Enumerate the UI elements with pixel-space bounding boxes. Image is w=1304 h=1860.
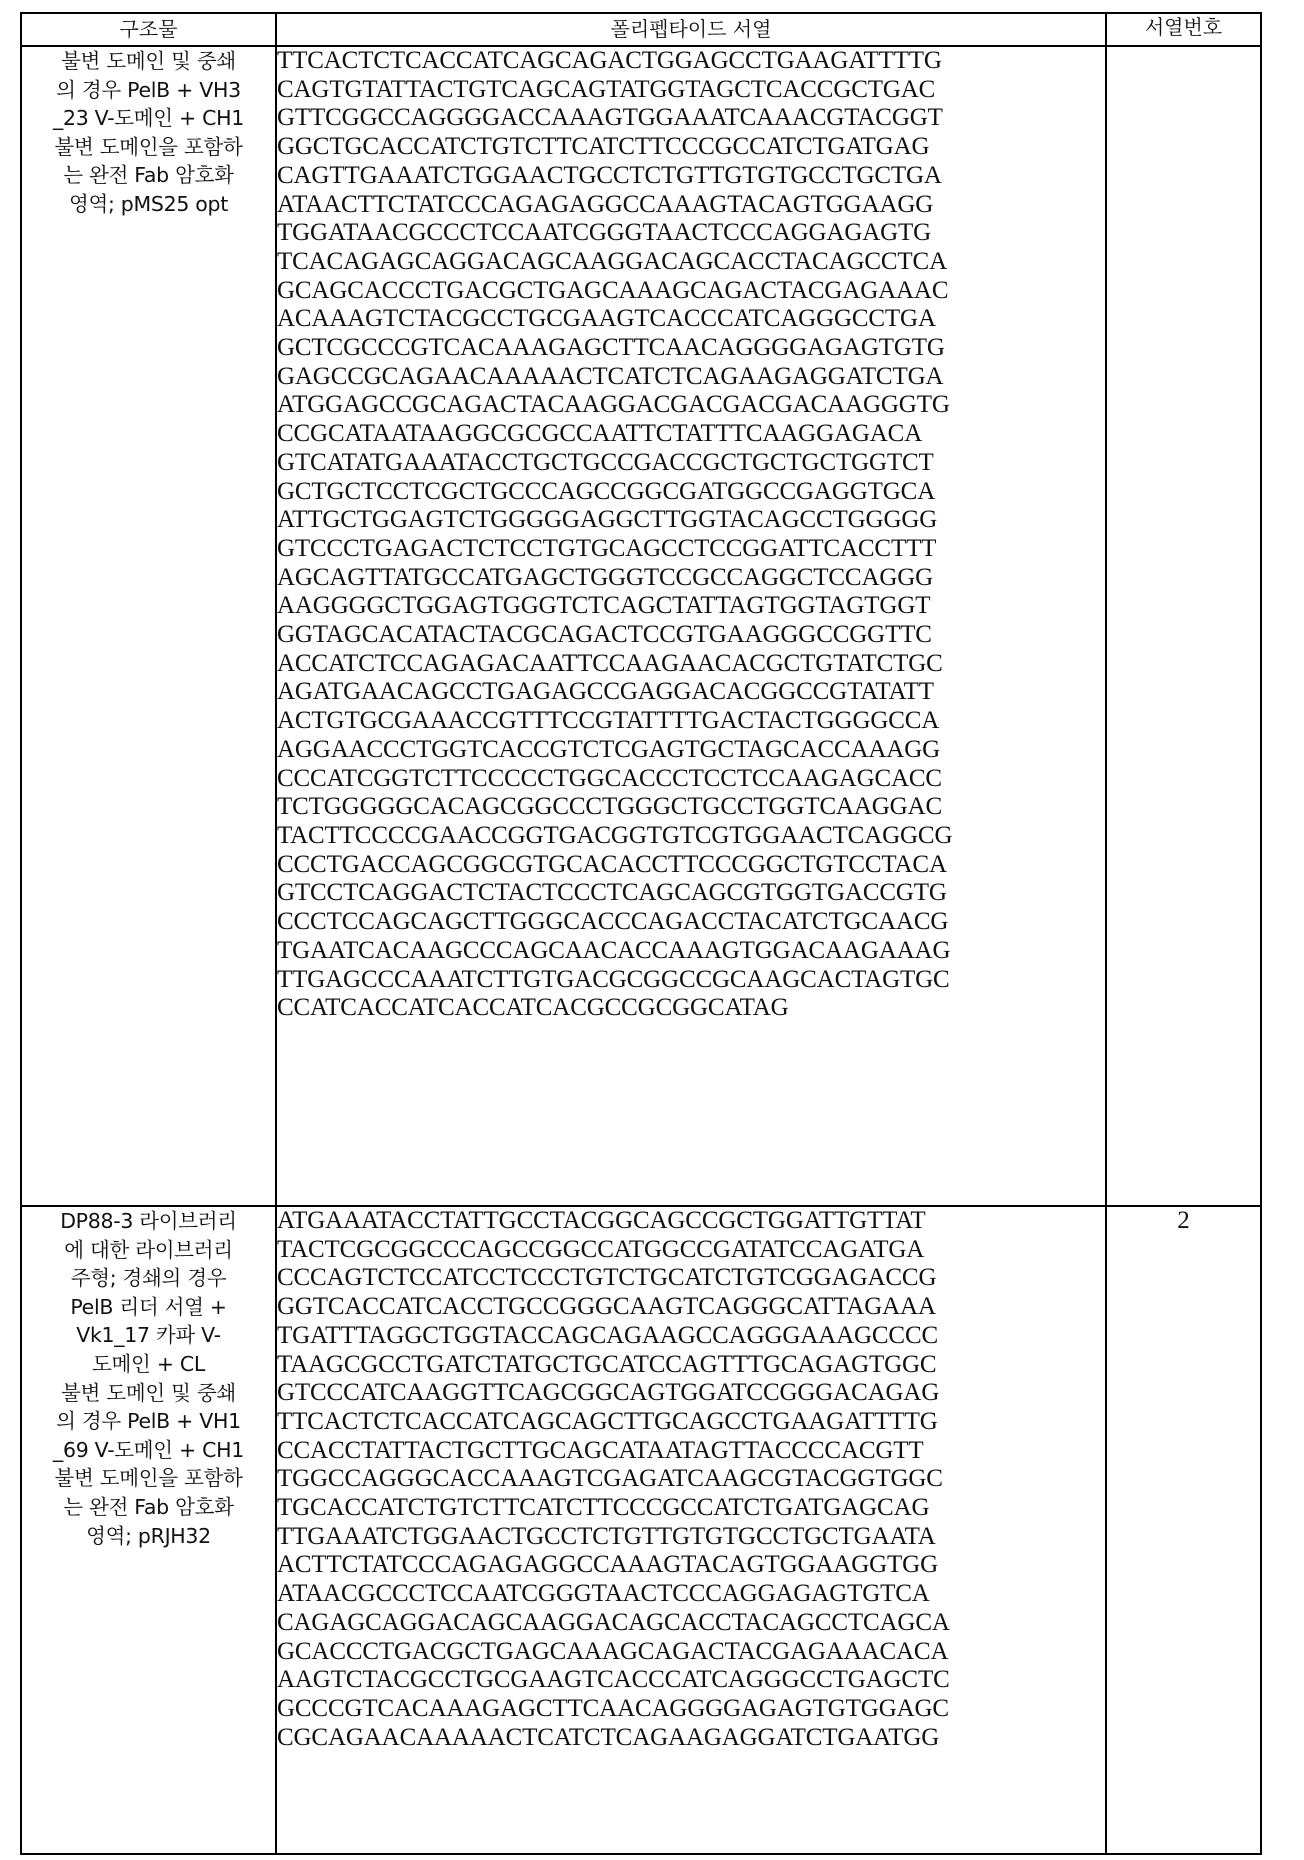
- construct-line: 에 대한 라이브러리: [64, 1237, 233, 1262]
- sequence-line: AGATGAACAGCCTGAGAGCCGAGGACACGGCCGTATATT: [277, 678, 934, 706]
- sequence-line: CCATCACCATCACCATCACGCCGCGGCATAG: [277, 994, 789, 1022]
- construct-line: 도메인 + CL: [92, 1351, 205, 1376]
- sequence-line: ATGGAGCCGCAGACTACAAGGACGACGACGACAAGGGTG: [277, 391, 950, 419]
- sequence-line: TACTTCCCCGAACCGGTGACGGTGTCGTGGAACTCAGGCG: [277, 821, 953, 849]
- sequence-line: GGCTGCACCATCTGTCTTCATCTTCCCGCCATCTGATGAG: [277, 133, 930, 161]
- sequence-line: CAGTGTATTACTGTCAGCAGTATGGTAGCTCACCGCTGAC: [277, 75, 936, 103]
- sequence-line: CCCAGTCTCCATCCTCCCTGTCTGCATCTGTCGGAGACCG: [277, 1264, 937, 1292]
- sequence-line: CCCTCCAGCAGCTTGGGCACCCAGACCTACATCTGCAACG: [277, 908, 949, 936]
- sequence-line: TGGCCAGGGCACCAAAGTCGAGATCAAGCGTACGGTGGC: [277, 1465, 943, 1493]
- construct-line: DP88-3 라이브러리: [60, 1209, 237, 1233]
- sequence-cell: [276, 46, 1106, 1206]
- construct-line: PelB 리더 서열 +: [70, 1294, 227, 1319]
- sequence-line: GGTCACCATCACCTGCCGGGCAAGTCAGGGCATTAGAAA: [277, 1293, 936, 1321]
- sequence-line: GGTAGCACATACTACGCAGACTCCGTGAAGGGCCGGTTC: [277, 621, 932, 649]
- sequence-line: GCTGCTCCTCGCTGCCCAGCCGGCGATGGCCGAGGTGCA: [277, 477, 936, 505]
- sequence-line: AGGAACCCTGGTCACCGTCTCGAGTGCTAGCACCAAAGG: [277, 735, 941, 763]
- construct-line: 불변 도메인 및 중쇄: [61, 49, 236, 73]
- sequence-line: GCCCGTCACAAAGAGCTTCAACAGGGGAGAGTGTGGAGC: [277, 1694, 949, 1722]
- sequence-line: CAGAGCAGGACAGCAAGGACAGCACCTACAGCCTCAGCA: [277, 1608, 950, 1636]
- construct-line: _23 V-도메인 + CH1: [53, 106, 244, 131]
- sequence-line: GTCCTCAGGACTCTACTCCCTCAGCAGCGTGGTGACCGTG: [277, 879, 947, 907]
- header-construct: 구조물: [21, 13, 276, 46]
- construct-line: 불변 도메인 및 중쇄: [61, 1380, 236, 1405]
- sequence-line: AAGGGGCTGGAGTGGGTCTCAGCTATTAGTGGTAGTGGT: [277, 592, 931, 620]
- sequence-line: GCTCGCCCGTCACAAAGAGCTTCAACAGGGGAGAGTGTG: [277, 334, 945, 362]
- sequence-line: ATAACGCCCTCCAATCGGGTAACTCCCAGGAGAGTGTCA: [277, 1580, 930, 1608]
- construct-line: 주형; 경쇄의 경우: [70, 1266, 227, 1291]
- sequence-line: ACCATCTCCAGAGACAATTCCAAGAACACGCTGTATCTGC: [277, 649, 943, 677]
- sequence-line: CCCATCGGTCTTCCCCCTGGCACCCTCCTCCAAGAGCACC: [277, 764, 942, 792]
- construct-line: 불변 도메인을 포함하: [54, 1466, 243, 1491]
- header-polypeptide-sequence: 폴리펩타이드 서열: [276, 13, 1106, 46]
- sequence-line: AGCAGTTATGCCATGAGCTGGGTCCGCCAGGCTCCAGGG: [277, 563, 934, 591]
- seq-id-cell: [1106, 46, 1261, 1206]
- sequence-line: TTGAAATCTGGAACTGCCTCTGTTGTGTGCCTGCTGAATA: [277, 1522, 936, 1550]
- construct-line: 영역; pMS25 opt: [68, 191, 229, 216]
- sequence-line: ATGAAATACCTATTGCCTACGGCAGCCGCTGGATTGTTAT: [277, 1207, 926, 1234]
- sequence-line: GCAGCACCCTGACGCTGAGCAAAGCAGACTACGAGAAAC: [277, 276, 949, 304]
- sequence-line: CCGCATAATAAGGCGCGCCAATTCTATTTCAAGGAGACA: [277, 420, 923, 448]
- sequence-line: TCACAGAGCAGGACAGCAAGGACAGCACCTACAGCCTCA: [277, 247, 947, 275]
- sequence-line: TGAATCACAAGCCCAGCAACACCAAAGTGGACAAGAAAG: [277, 936, 951, 964]
- construct-line: 의 경우 PelB + VH1: [56, 1409, 241, 1434]
- sequence-line: GCACCCTGACGCTGAGCAAAGCAGACTACGAGAAACACA: [277, 1637, 949, 1665]
- header-row: [21, 13, 1261, 46]
- sequence-line: CCCTGACCAGCGGCGTGCACACCTTCCCGGCTGTCCTACA: [277, 850, 947, 878]
- sequence-line: CCACCTATTACTGCTTGCAGCATAATAGTTACCCCACGTT: [277, 1436, 924, 1464]
- sequence-line: GTTCGGCCAGGGGACCAAAGTGGAAATCAAACGTACGGT: [277, 104, 943, 132]
- sequence-line: TAAGCGCCTGATCTATGCTGCATCCAGTTTGCAGAGTGGC: [277, 1350, 937, 1378]
- construct-line: 는 완전 Fab 암호화: [63, 163, 234, 188]
- sequence-line: TTGAGCCCAAATCTTGTGACGCGGCCGCAAGCACTAGTGC: [277, 965, 950, 993]
- construct-line: 불변 도메인을 포함하: [54, 134, 243, 159]
- sequence-cell: [276, 1206, 1106, 1854]
- sequence-line: ATAACTTCTATCCCAGAGAGGCCAAAGTACAGTGGAAGG: [277, 190, 934, 218]
- sequence-line: GTCCCTGAGACTCTCCTGTGCAGCCTCCGGATTCACCTTT: [277, 534, 937, 562]
- sequence-line: TTCACTCTCACCATCAGCAGACTGGAGCCTGAAGATTTTG: [277, 47, 942, 74]
- construct-line: 는 완전 Fab 암호화: [63, 1494, 234, 1519]
- sequence-line: TCTGGGGGCACAGCGGCCCTGGGCTGCCTGGTCAAGGAC: [277, 793, 943, 821]
- construct-line: 영역; pRJH32: [86, 1523, 211, 1548]
- sequence-line: TTCACTCTCACCATCAGCAGCTTGCAGCCTGAAGATTTTG: [277, 1407, 938, 1435]
- sequence-line: ATTGCTGGAGTCTGGGGGAGGCTTGGTACAGCCTGGGGG: [277, 506, 938, 534]
- header-seq-id: 서열번호: [1106, 13, 1261, 46]
- construct-cell: [21, 46, 276, 1206]
- sequence-line: TGCACCATCTGTCTTCATCTTCCCGCCATCTGATGAGCAG: [277, 1494, 930, 1522]
- sequence-line: TGGATAACGCCCTCCAATCGGGTAACTCCCAGGAGAGTG: [277, 219, 932, 247]
- sequence-table: [20, 12, 1262, 1855]
- construct-line: _69 V-도메인 + CH1: [53, 1437, 244, 1462]
- sequence-line: CAGTTGAAATCTGGAACTGCCTCTGTTGTGTGCCTGCTGA: [277, 161, 942, 189]
- sequence-line: TGATTTAGGCTGGTACCAGCAGAAGCCAGGGAAAGCCCC: [277, 1321, 938, 1349]
- sequence-line: CGCAGAACAAAAACTCATCTCAGAAGAGGATCTGAATGG: [277, 1723, 940, 1751]
- sequence-line: AAGTCTACGCCTGCGAAGTCACCCATCAGGGCCTGAGCTC: [277, 1666, 950, 1694]
- sequence-line: GTCATATGAAATACCTGCTGCCGACCGCTGCTGCTGGTCT: [277, 448, 934, 476]
- table-row: [21, 46, 1261, 1206]
- sequence-line: ACTGTGCGAAACCGTTTCCGTATTTTGACTACTGGGGCCA: [277, 707, 940, 735]
- table-row: [21, 1206, 1261, 1854]
- sequence-line: GTCCCATCAAGGTTCAGCGGCAGTGGATCCGGGACAGAG: [277, 1379, 940, 1407]
- sequence-line: GAGCCGCAGAACAAAAACTCATCTCAGAAGAGGATCTGA: [277, 362, 944, 390]
- construct-line: Vk1_17 카파 V-: [76, 1323, 221, 1348]
- construct-cell: [21, 1206, 276, 1854]
- seq-id-cell: 2: [1106, 1206, 1261, 1854]
- sequence-line: ACAAAGTCTACGCCTGCGAAGTCACCCATCAGGGCCTGA: [277, 305, 936, 333]
- sequence-line: TACTCGCGGCCCAGCCGGCCATGGCCGATATCCAGATGA: [277, 1235, 925, 1263]
- sequence-line: ACTTCTATCCCAGAGAGGCCAAAGTACAGTGGAAGGTGG: [277, 1551, 938, 1579]
- construct-line: 의 경우 PelB + VH3: [56, 77, 241, 102]
